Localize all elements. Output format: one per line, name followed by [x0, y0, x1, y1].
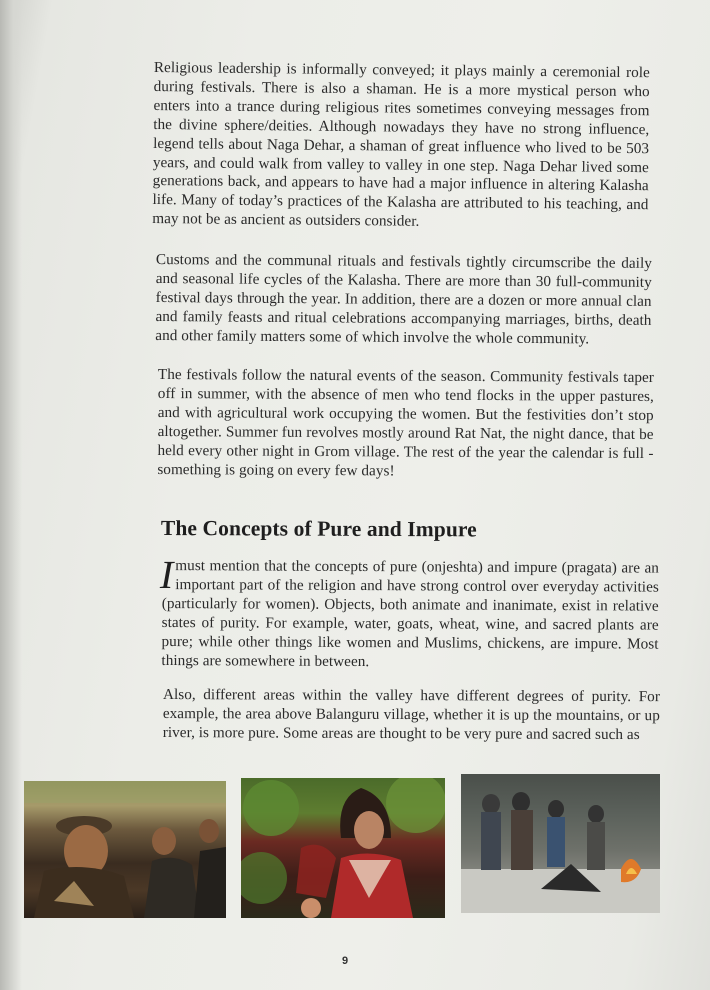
photo-kalasha-woman-image: [241, 778, 445, 918]
section-heading: The Concepts of Pure and Impure: [160, 516, 477, 542]
photo-kalasha-woman: [241, 778, 445, 918]
photo-winter-ritual-image: [461, 774, 660, 913]
photo-men-gathering-image: [24, 781, 226, 918]
paragraph-religious-leadership: Religious leadership is informally conveyed; it plays mainly a ceremonial role during festivals. There is also a shaman. He is a more mystical person who enters into a trance during religious rites sometimes conveying messages from the divine sphere/deities. Although nowadays they have no strong influence, legend tells about Naga Dehar, a shaman of great influence who lived to be 503 years, and could walk from valley to valley in one step. Naga Dehar lived some generations back, and appears to have had a major influence in altering Kalasha life. Many of today’s practices of the Kalasha are attributed to his teaching, and may not be as ancient as outsiders consider.: [152, 59, 650, 231]
page-gutter-shadow: [0, 0, 22, 990]
paragraph-valley-purity: Also, different areas within the valley have different degrees of purity. For example, the area above Balanguru village, whether it is up the mountains, or up river, is more pure. Some areas are thought to be very pure and sacred such as: [162, 686, 660, 743]
page-number: 9: [341, 955, 349, 967]
photo-winter-ritual: [461, 774, 660, 913]
photo-men-gathering: [24, 781, 226, 918]
paragraph-pure-impure-text: must mention that the concepts of pure (onjeshta) and impure (pragata) are an important part of the religion and have strong control over everyday activities (particularly for women). Objects, both animate and inanimate, exist in relative states of purity. For example, water, goats, wheat, wine, and sacred plants are pure; while other things like women and Muslims, chickens, are impure. Most things are somewhere in between.: [161, 557, 659, 670]
paragraph-customs: Customs and the communal rituals and festivals tightly circumscribe the daily and seasonal life cycles of the Kalasha. There are more than 30 full-community festival days through the year. In addition, there are a dozen or more annual clan and family feasts and ritual celebrations accompanying marriages, births, death and other family matters some of which involve the whole community.: [155, 251, 652, 348]
paragraph-pure-impure: [159, 551, 659, 673]
drop-cap: I: [159, 551, 174, 598]
paragraph-festivals: The festivals follow the natural events of the season. Community festivals taper off in summer, with the absence of men who tend flocks in the upper pastures, and with agricultural work occupying the women. But the festivities don’t stop altogether. Summer fun revolves mostly around Rat Nat, the night dance, that be held every other night in Grom village. The rest of the year the calendar is full - something is going on every few days!: [157, 366, 654, 479]
